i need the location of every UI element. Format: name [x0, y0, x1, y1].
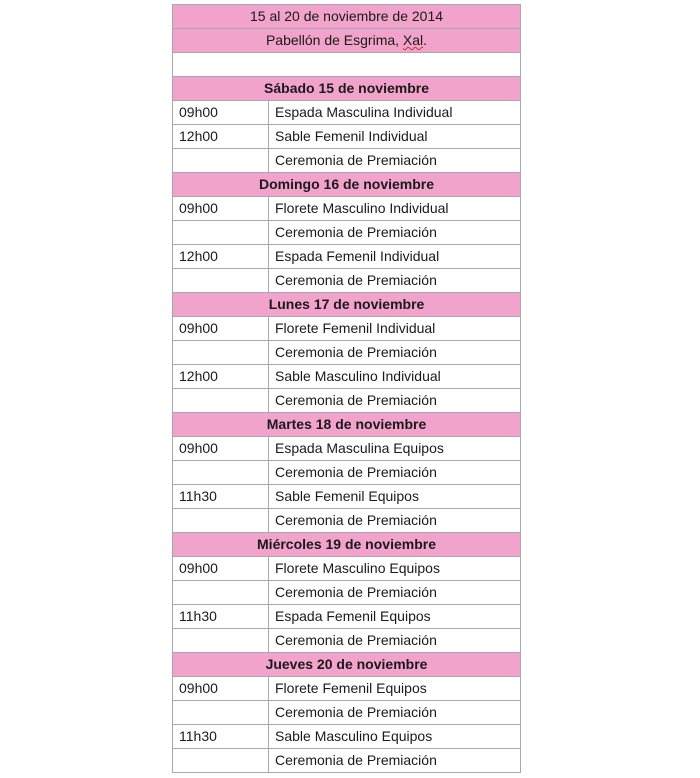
event-row [173, 725, 521, 749]
event-time: 09h00 [173, 101, 269, 125]
event-row [173, 509, 521, 533]
event-name: Ceremonia de Premiación [269, 341, 521, 365]
day-header-row [173, 77, 521, 101]
header-dates-row [173, 5, 521, 29]
event-name: Ceremonia de Premiación [269, 389, 521, 413]
venue-prefix: Pabellón de Esgrima, [265, 32, 403, 48]
event-time [173, 341, 269, 365]
event-row [173, 581, 521, 605]
event-time [173, 749, 269, 773]
event-time [173, 629, 269, 653]
event-time [173, 389, 269, 413]
event-row [173, 557, 521, 581]
event-name: Ceremonia de Premiación [269, 269, 521, 293]
event-time: 12h00 [173, 245, 269, 269]
event-time: 12h00 [173, 125, 269, 149]
event-row [173, 341, 521, 365]
day-header-row [173, 533, 521, 557]
event-time: 09h00 [173, 557, 269, 581]
event-name: Espada Femenil Equipos [269, 605, 521, 629]
day-title: Sábado 15 de noviembre [173, 77, 521, 101]
event-row [173, 629, 521, 653]
day-title: Lunes 17 de noviembre [173, 293, 521, 317]
event-row [173, 461, 521, 485]
event-name: Ceremonia de Premiación [269, 749, 521, 773]
event-row [173, 749, 521, 773]
day-title: Miércoles 19 de noviembre [173, 533, 521, 557]
event-name: Espada Masculina Equipos [269, 437, 521, 461]
venue-suffix: . [423, 32, 428, 48]
event-time [173, 461, 269, 485]
event-row [173, 677, 521, 701]
event-row [173, 125, 521, 149]
event-time: 11h30 [173, 725, 269, 749]
day-header-row [173, 413, 521, 437]
event-row [173, 149, 521, 173]
day-title: Jueves 20 de noviembre [173, 653, 521, 677]
schedule-table [172, 4, 521, 773]
event-name: Ceremonia de Premiación [269, 461, 521, 485]
event-time: 09h00 [173, 437, 269, 461]
event-time: 11h30 [173, 485, 269, 509]
event-row [173, 101, 521, 125]
event-name: Espada Femenil Individual [269, 245, 521, 269]
event-name: Florete Masculino Individual [269, 197, 521, 221]
event-row [173, 437, 521, 461]
event-name: Sable Femenil Individual [269, 125, 521, 149]
event-row [173, 221, 521, 245]
event-row [173, 317, 521, 341]
event-time [173, 149, 269, 173]
blank-cell [173, 53, 521, 77]
event-name: Ceremonia de Premiación [269, 629, 521, 653]
header-dates: 15 al 20 de noviembre de 2014 [173, 5, 521, 29]
event-time [173, 701, 269, 725]
header-venue [173, 29, 521, 53]
event-name: Florete Femenil Individual [269, 317, 521, 341]
event-time [173, 221, 269, 245]
day-header-row [173, 653, 521, 677]
event-row [173, 269, 521, 293]
event-name: Sable Masculino Individual [269, 365, 521, 389]
event-name: Florete Femenil Equipos [269, 677, 521, 701]
event-time [173, 509, 269, 533]
event-row [173, 605, 521, 629]
event-name: Sable Femenil Equipos [269, 485, 521, 509]
event-row [173, 701, 521, 725]
event-row [173, 245, 521, 269]
event-row [173, 365, 521, 389]
event-name: Sable Masculino Equipos [269, 725, 521, 749]
event-time: 09h00 [173, 197, 269, 221]
event-name: Ceremonia de Premiación [269, 701, 521, 725]
event-row [173, 485, 521, 509]
event-time [173, 581, 269, 605]
event-name: Ceremonia de Premiación [269, 149, 521, 173]
day-title: Domingo 16 de noviembre [173, 173, 521, 197]
event-time [173, 269, 269, 293]
event-name: Ceremonia de Premiación [269, 509, 521, 533]
event-time: 11h30 [173, 605, 269, 629]
day-header-row [173, 293, 521, 317]
event-row [173, 197, 521, 221]
schedule-body [173, 5, 521, 773]
venue-city: Xal [402, 32, 424, 48]
blank-row [173, 53, 521, 77]
header-venue-row [173, 29, 521, 53]
event-name: Florete Masculino Equipos [269, 557, 521, 581]
event-row [173, 389, 521, 413]
day-title: Martes 18 de noviembre [173, 413, 521, 437]
day-header-row [173, 173, 521, 197]
event-time: 12h00 [173, 365, 269, 389]
event-name: Espada Masculina Individual [269, 101, 521, 125]
event-name: Ceremonia de Premiación [269, 221, 521, 245]
event-name: Ceremonia de Premiación [269, 581, 521, 605]
event-time: 09h00 [173, 317, 269, 341]
event-time: 09h00 [173, 677, 269, 701]
